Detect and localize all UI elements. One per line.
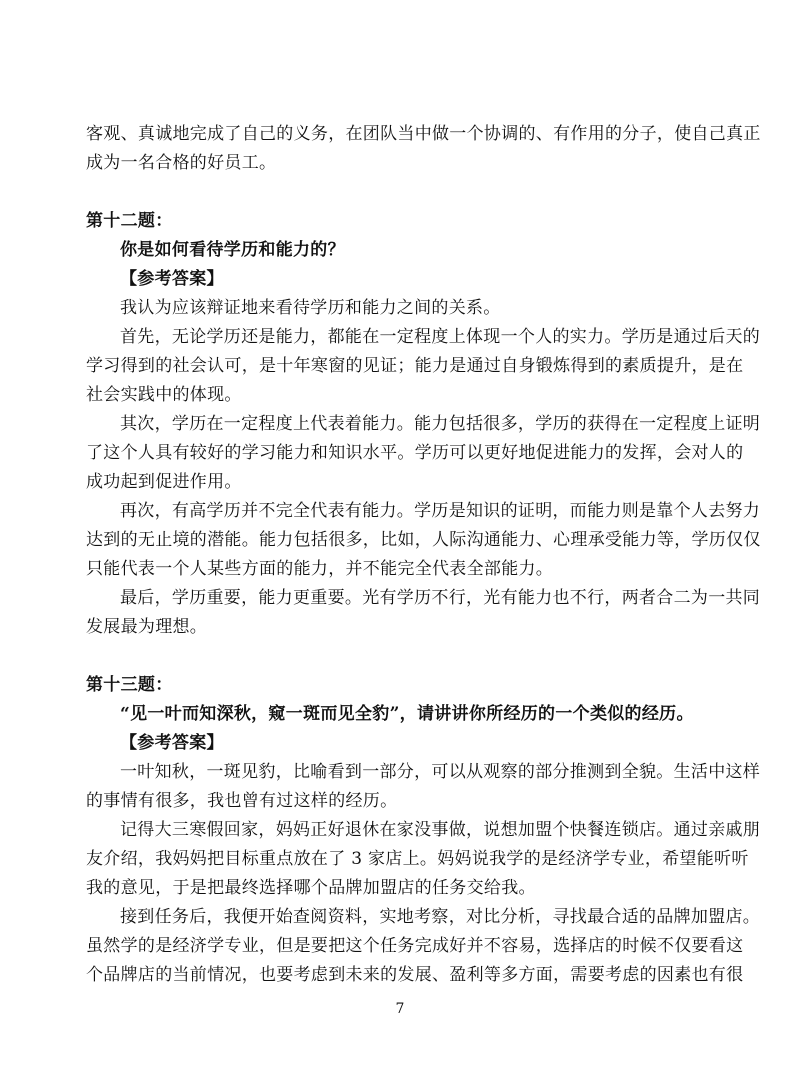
paragraph-line: 首先，无论学历还是能力，都能在一定程度上体现一个人的实力。学历是通过后天的: [120, 327, 761, 347]
answer-label-12: 【参考答案】: [120, 269, 224, 289]
answer-label-13: 【参考答案】: [120, 733, 224, 753]
paragraph-line: 成为一名合格的好员工。: [86, 153, 277, 173]
paragraph-line: 其次，学历在一定程度上代表着能力。能力包括很多，学历的获得在一定程度上证明: [120, 414, 761, 434]
paragraph-line: 的事情有很多，我也曾有过这样的经历。: [86, 791, 398, 811]
paragraph-line: 发展最为理想。: [86, 617, 208, 637]
paragraph-line: 一叶知秋，一斑见豹，比喻看到一部分，可以从观察的部分推测到全貌。生活中这样: [120, 762, 761, 782]
paragraph-line: 达到的无止境的潜能。能力包括很多，比如，人际沟通能力、心理承受能力等，学历仅仅: [86, 530, 761, 550]
paragraph-line: 我认为应该辩证地来看待学历和能力之间的关系。: [120, 298, 501, 318]
paragraph-line: 接到任务后，我便开始查阅资料，实地考察，对比分析，寻找最合适的品牌加盟店。: [120, 907, 761, 927]
page-number: 7: [395, 1001, 405, 1017]
paragraph-line: 社会实践中的体现。: [86, 385, 242, 405]
paragraph-line: 了这个人具有较好的学习能力和知识水平。学历可以更好地促进能力的发挥，会对人的: [86, 443, 744, 463]
question-13: “见一叶而知深秋，窥一斑而见全豹”，请讲讲你所经历的一个类似的经历。: [120, 704, 694, 724]
paragraph-line: 客观、真诚地完成了自己的义务，在团队当中做一个协调的、有作用的分子，使自己真正: [86, 124, 761, 144]
paragraph-line: 成功起到促进作用。: [86, 472, 242, 492]
paragraph-line: 友介绍，我妈妈把目标重点放在了 3 家店上。妈妈说我学的是经济学专业，希望能听听: [86, 849, 749, 869]
paragraph-line: 学习得到的社会认可，是十年寒窗的见证；能力是通过自身锻炼得到的素质提升，是在: [86, 356, 744, 376]
question-12: 你是如何看待学历和能力的？: [120, 240, 345, 260]
paragraph-line: 个品牌店的当前情况，也要考虑到未来的发展、盈利等多方面，需要考虑的因素也有很: [86, 965, 744, 985]
paragraph-line: 记得大三寒假回家，妈妈正好退休在家没事做，说想加盟个快餐连锁店。通过亲戚朋: [120, 820, 761, 840]
paragraph-line: 只能代表一个人某些方面的能力，并不能完全代表全部能力。: [86, 559, 554, 579]
paragraph-line: 再次，有高学历并不完全代表有能力。学历是知识的证明，而能力则是靠个人去努力: [120, 501, 761, 521]
section-heading-12: 第十二题：: [86, 211, 173, 231]
paragraph-line: 最后，学历重要，能力更重要。光有学历不行，光有能力也不行，两者合二为一共同: [120, 588, 761, 608]
paragraph-line: 虽然学的是经济学专业，但是要把这个任务完成好并不容易，选择店的时候不仅要看这: [86, 936, 744, 956]
section-heading-13: 第十三题：: [86, 675, 173, 695]
paragraph-line: 我的意见，于是把最终选择哪个品牌加盟店的任务交给我。: [86, 878, 536, 898]
